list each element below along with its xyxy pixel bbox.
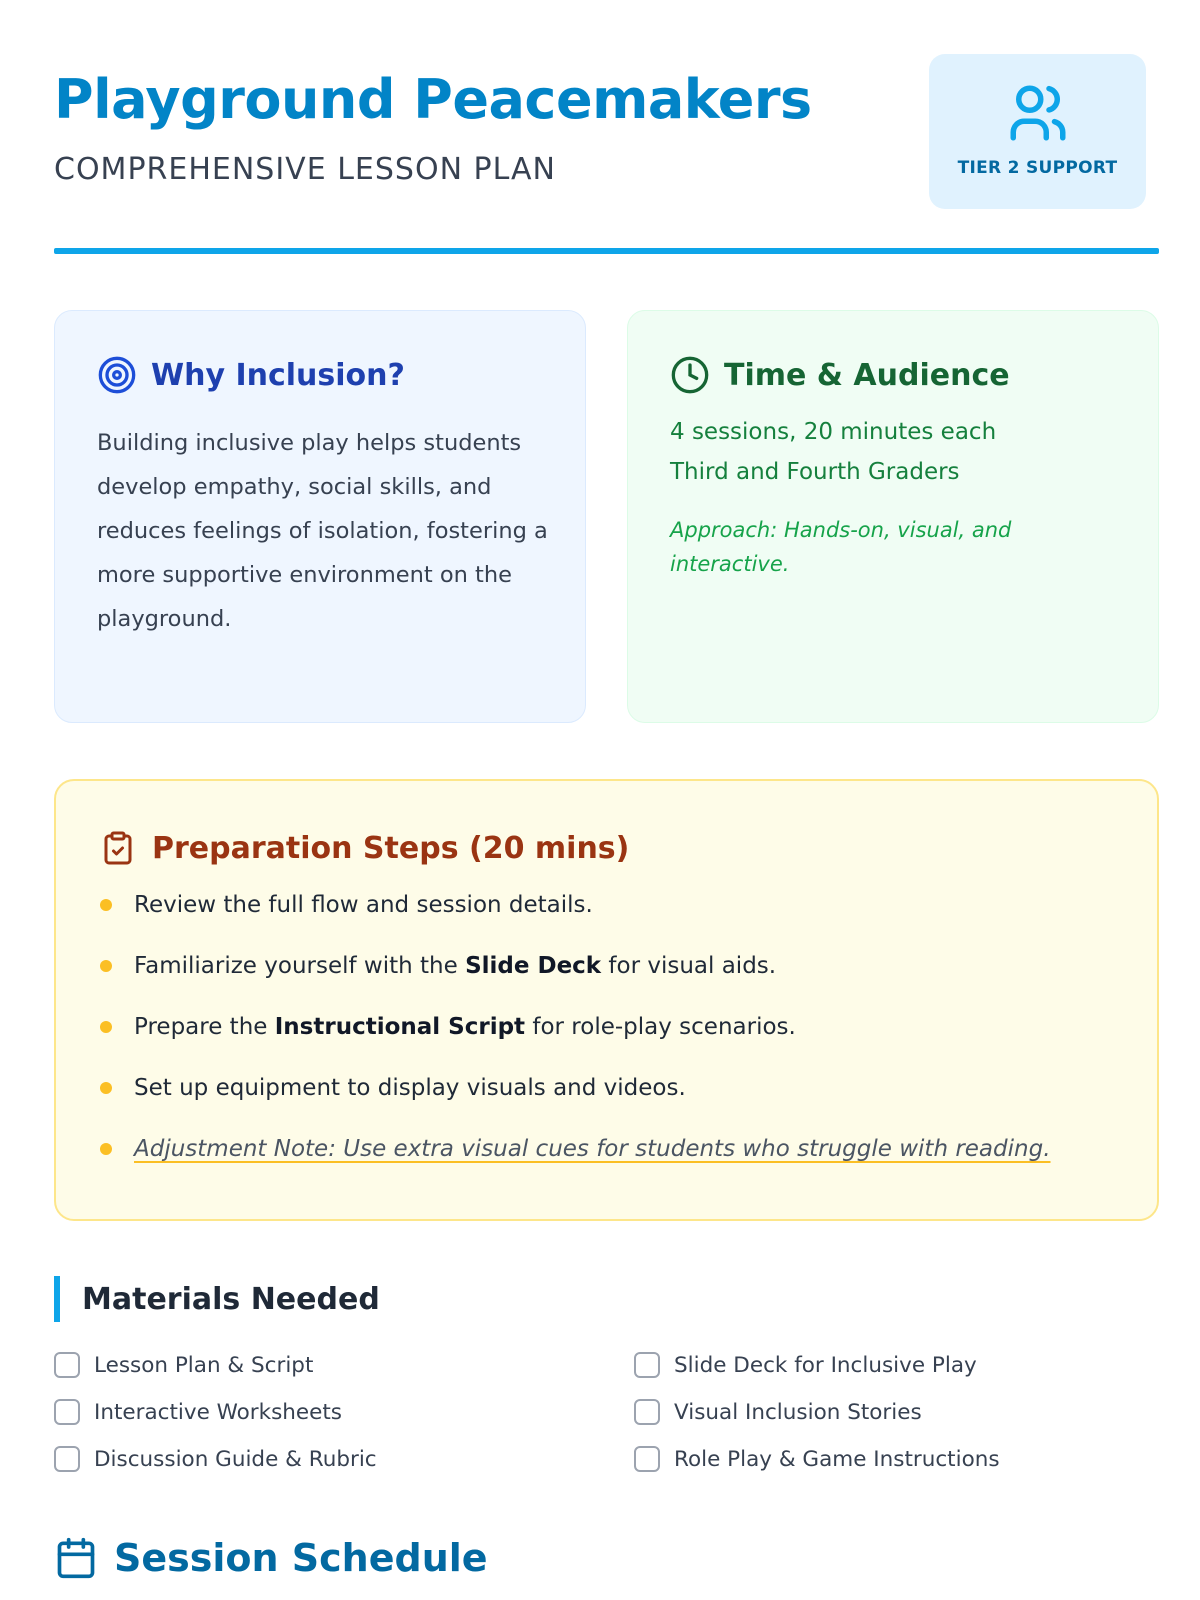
material-checkbox[interactable]: Discussion Guide & Rubric <box>54 1444 377 1474</box>
checkbox[interactable] <box>54 1399 80 1425</box>
tier-badge <box>929 54 1146 209</box>
why-inclusion-body: Building inclusive play helps students develop empathy, social skills, and reduces feelings of isolation, fostering a more supportive environment on the playground. <box>97 430 548 632</box>
material-checkbox[interactable]: Lesson Plan & Script <box>54 1350 313 1380</box>
preparation-title: Preparation Steps (20 mins) <box>152 830 630 866</box>
session-schedule-heading <box>54 1532 488 1584</box>
preparation-heading <box>100 825 629 871</box>
bullet-dot <box>100 960 112 972</box>
time-audience-title: Time & Audience <box>724 357 1010 393</box>
page-title: Playground Peacemakers <box>54 68 812 131</box>
target-icon <box>97 355 137 395</box>
prep-adjustment-note: Adjustment Note: Use extra visual cues for students who struggle with reading. <box>100 1129 1051 1190</box>
checkbox[interactable] <box>54 1352 80 1378</box>
material-checkbox[interactable]: Interactive Worksheets <box>54 1397 342 1427</box>
material-checkbox[interactable]: Visual Inclusion Stories <box>634 1397 922 1427</box>
header-divider <box>54 248 1159 254</box>
checkbox[interactable] <box>54 1446 80 1472</box>
clipboard-check-icon <box>100 828 136 868</box>
prep-step: Prepare the Instructional Script for role-play scenarios. <box>100 1007 1051 1068</box>
materials-heading <box>54 1276 380 1322</box>
sessions-text: 4 sessions, 20 minutes each <box>670 419 997 445</box>
bullet-dot <box>100 1143 112 1155</box>
checkbox[interactable] <box>634 1399 660 1425</box>
tier-badge-label: TIER 2 SUPPORT <box>957 158 1118 178</box>
bullet-dot <box>100 1082 112 1094</box>
preparation-list <box>100 885 1051 1190</box>
calendar-icon <box>54 1536 98 1580</box>
approach-text: Approach: Hands-on, visual, and interactive. <box>670 518 1012 576</box>
users-icon <box>1005 80 1071 146</box>
page-header <box>54 54 1146 254</box>
preparation-card <box>54 779 1159 1221</box>
material-checkbox[interactable]: Slide Deck for Inclusive Play <box>634 1350 977 1380</box>
material-checkbox[interactable]: Role Play & Game Instructions <box>634 1444 1000 1474</box>
page-subtitle: COMPREHENSIVE LESSON PLAN <box>54 152 556 187</box>
audience-text: Third and Fourth Graders <box>670 459 960 485</box>
prep-step: Review the full flow and session details. <box>100 885 1051 946</box>
session-schedule-title: Session Schedule <box>114 1536 488 1580</box>
prep-step: Familiarize yourself with the Slide Deck for visual aids. <box>100 946 1051 1007</box>
checkbox[interactable] <box>634 1352 660 1378</box>
clock-icon <box>670 355 710 395</box>
time-audience-heading <box>670 353 1010 397</box>
bullet-dot <box>100 1021 112 1033</box>
time-audience-card <box>627 310 1159 723</box>
prep-step: Set up equipment to display visuals and videos. <box>100 1068 1051 1129</box>
why-inclusion-title: Why Inclusion? <box>151 357 405 393</box>
checkbox[interactable] <box>634 1446 660 1472</box>
bullet-dot <box>100 899 112 911</box>
why-inclusion-card <box>54 310 586 723</box>
materials-title: Materials Needed <box>82 1281 380 1317</box>
why-inclusion-heading <box>97 353 405 397</box>
